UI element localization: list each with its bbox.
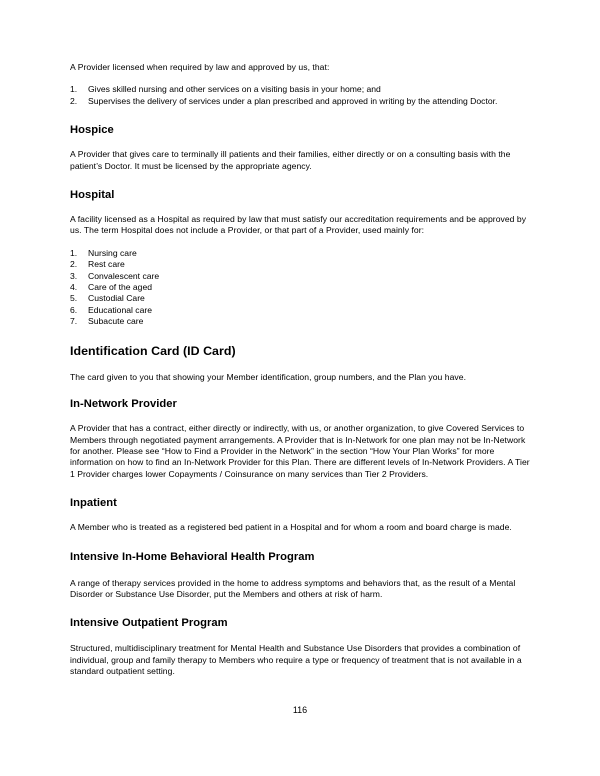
page-number: 116 [292, 705, 308, 715]
list-item-text: Educational care [88, 304, 153, 315]
list-item-marker: 4. [70, 282, 78, 293]
page-content [70, 62, 532, 678]
list-item-marker: 3. [70, 270, 78, 281]
list-item [70, 96, 532, 107]
heading-inpatient: Inpatient [70, 497, 117, 510]
list-item [70, 84, 532, 95]
list-item [70, 293, 532, 304]
spacer [70, 480, 532, 496]
list-item-text: Gives skilled nursing and other services on a visiting basis in your home; and [88, 84, 381, 95]
spacer [70, 510, 532, 522]
paragraph-inpatient: A Member who is treated as a registered bed patient in a Hospital and for whom a room and board charge is made. [70, 522, 512, 533]
spacer [70, 237, 532, 248]
list-item-text: Custodial Care [88, 293, 145, 304]
list-item [70, 248, 532, 259]
heading-intensive-outpatient: Intensive Outpatient Program [70, 617, 228, 630]
list-item-text: Nursing care [88, 247, 137, 258]
list-item-text: Rest care [88, 259, 125, 270]
spacer [70, 359, 532, 372]
list-item-text: Convalescent care [88, 270, 160, 281]
list-item-marker: 5. [70, 293, 78, 304]
hospital-numbered-list [70, 248, 532, 328]
heading-identification-card: Identification Card (ID Card) [70, 343, 236, 358]
paragraph-identification-card: The card given to you that showing your Member identification, group numbers, and the Plan you have. [70, 371, 467, 382]
list-item [70, 259, 532, 270]
spacer [70, 137, 532, 149]
list-item-text: Subacute care [88, 316, 144, 327]
heading-in-network-provider: In-Network Provider [70, 398, 177, 411]
paragraph-in-network-provider: A Provider that has a contract, either directly or indirectly, with us, or another organization, to give Covered Services to Members through negotiated payment arrangements. A Provider that is In-Network for one plan may not be In-Network for another. Please see “How to Find a Provider in the Network” in the section “How Your Plan Works” for more information on how to find an In-Network Provider for this Plan. There are different levels of In-Network Providers. A Tier 1 Provider charges lower Copayments / Coinsurance on many services than Tier 2 Providers. [70, 423, 530, 479]
spacer [70, 600, 532, 616]
list-item [70, 305, 532, 316]
list-item-marker: 1. [70, 247, 78, 258]
spacer [70, 411, 532, 423]
list-item-marker: 6. [70, 304, 78, 315]
list-item-text: Care of the aged [88, 282, 153, 293]
paragraph-hospice: A Provider that gives care to terminally ill patients and their families, either directly or on a consulting basis with the patient’s Doctor. It must be licensed by the appropriate agency. [70, 149, 511, 171]
paragraph-hospital: A facility licensed as a Hospital as required by law that must satisfy our accreditation requirements and be approved by us. The term Hospital does not include a Provider, or that part of a Provider, used mainly for: [70, 214, 527, 236]
spacer [70, 534, 532, 550]
spacer [70, 630, 532, 643]
spacer [70, 564, 532, 578]
spacer [70, 202, 532, 214]
intro-paragraph: A Provider licensed when required by law and approved by us, that: [70, 62, 330, 72]
spacer [70, 73, 532, 84]
list-item [70, 271, 532, 282]
list-item-marker: 1. [70, 84, 78, 95]
heading-hospital: Hospital [70, 189, 115, 202]
list-item [70, 316, 532, 327]
spacer [70, 107, 532, 123]
list-item-marker: 2. [70, 95, 78, 106]
list-item-marker: 7. [70, 316, 78, 327]
intro-numbered-list [70, 84, 532, 107]
spacer [70, 172, 532, 188]
paragraph-intensive-in-home: A range of therapy services provided in the home to address symptoms and behaviors that, as the result of a Mental Disorder or Substance Use Disorder, put the Members and others at risk of harm. [70, 577, 516, 599]
spacer [70, 328, 532, 344]
heading-intensive-in-home: Intensive In-Home Behavioral Health Program [70, 550, 315, 563]
spacer [70, 383, 532, 397]
heading-hospice: Hospice [70, 124, 114, 137]
list-item [70, 282, 532, 293]
paragraph-intensive-outpatient: Structured, multidisciplinary treatment for Mental Health and Substance Use Disorders that provides a combination of individual, group and family therapy to Members who require a type or frequency of treatment that is not available in a standard outpatient setting. [70, 643, 522, 677]
list-item-marker: 2. [70, 259, 78, 270]
list-item-text: Supervises the delivery of services under a plan prescribed and approved in writing by the attending Doctor. [88, 95, 498, 106]
